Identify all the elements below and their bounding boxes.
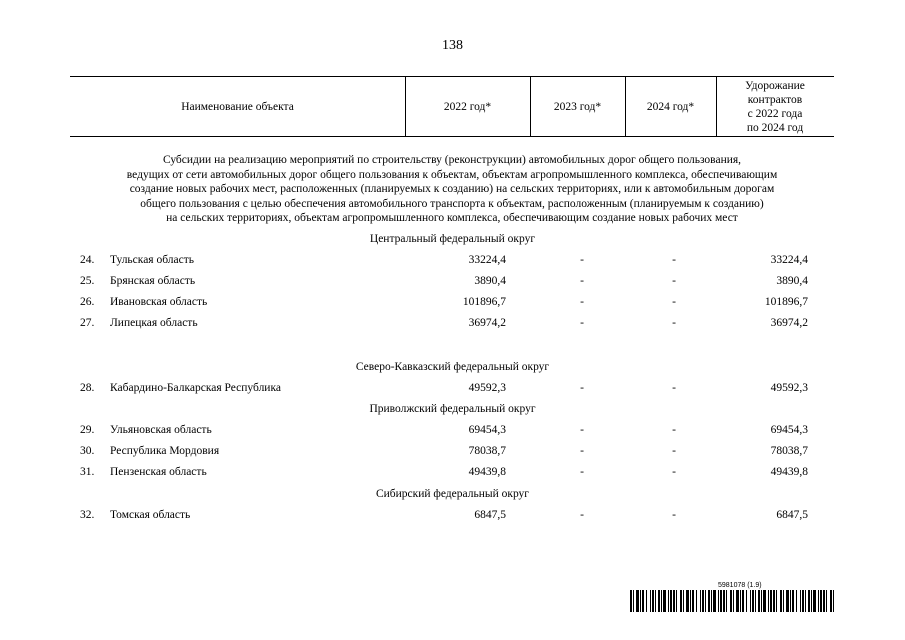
subsidy-line: создание новых рабочих мест, расположенных (планируемых к созданию) на сельских территориях, или к автомобильным дорогам: [129, 183, 775, 195]
row-number: 30.: [80, 445, 95, 457]
table-row: [0, 317, 905, 333]
barcode-bar: [692, 590, 694, 612]
row-name: Кабардино-Балкарская Республика: [110, 382, 281, 394]
barcode-bar: [780, 590, 782, 612]
row-2024: -: [672, 445, 676, 457]
row-name: Брянская область: [110, 275, 196, 287]
row-2023: -: [580, 254, 584, 266]
row-2023: -: [580, 317, 584, 329]
header-rise-line: по 2024 год: [746, 121, 804, 134]
row-number: 29.: [80, 424, 95, 436]
barcode-bar: [680, 590, 682, 612]
row-number: 32.: [80, 509, 95, 521]
barcode-bar: [763, 590, 766, 612]
header-bottom-rule: [70, 136, 834, 137]
row-name: Республика Мордовия: [110, 445, 220, 457]
row-2023: -: [580, 509, 584, 521]
row-number: 25.: [80, 275, 95, 287]
row-rise: 3890,4: [776, 275, 808, 287]
header-rise-line: Удорожание: [745, 79, 805, 92]
table-row: [0, 424, 905, 440]
barcode-bar: [670, 590, 672, 612]
row-2024: -: [672, 509, 676, 521]
row-rise: 69454,3: [770, 424, 808, 436]
barcode-caption: 5981078 (1.9): [718, 582, 762, 589]
barcode-bar: [661, 590, 662, 612]
barcode-bar: [655, 590, 656, 612]
barcode-icon: [630, 590, 835, 612]
row-rise: 78038,7: [770, 445, 808, 457]
row-rise: 101896,7: [764, 296, 808, 308]
barcode-bar: [711, 590, 712, 612]
row-2023: -: [580, 424, 584, 436]
page-number: 138: [442, 38, 463, 53]
row-name: Ульяновская область: [110, 424, 212, 436]
barcode-bar: [746, 590, 747, 612]
section-north-caucasus: Северо-Кавказский федеральный округ: [355, 361, 550, 373]
barcode-bar: [833, 590, 834, 612]
subsidy-description: [70, 153, 834, 226]
table-row: [0, 296, 905, 312]
barcode-bar: [636, 590, 639, 612]
barcode-bar: [702, 590, 704, 612]
barcode-bar: [640, 590, 641, 612]
barcode-bar: [796, 590, 797, 612]
barcode-bar: [773, 590, 775, 612]
table-row: [0, 509, 905, 525]
barcode-bar: [768, 590, 769, 612]
table-row: [0, 254, 905, 270]
row-2022: 36974,2: [468, 317, 506, 329]
barcode-bar: [800, 590, 801, 612]
barcode-bar: [830, 590, 832, 612]
header-2023: 2023 год*: [553, 100, 602, 113]
barcode-bar: [752, 590, 754, 612]
row-2024: -: [672, 424, 676, 436]
barcode-bar: [818, 590, 819, 612]
barcode-bar: [686, 590, 689, 612]
row-2023: -: [580, 275, 584, 287]
row-rise: 36974,2: [770, 317, 808, 329]
row-2023: -: [580, 466, 584, 478]
barcode-bar: [633, 590, 634, 612]
barcode-bar: [802, 590, 804, 612]
barcode-bar: [718, 590, 719, 612]
barcode-bar: [770, 590, 772, 612]
barcode-bar: [742, 590, 744, 612]
barcode-bar: [733, 590, 734, 612]
row-2022: 69454,3: [468, 424, 506, 436]
row-2024: -: [672, 317, 676, 329]
row-2022: 101896,7: [462, 296, 506, 308]
barcode-bar: [786, 590, 789, 612]
row-2022: 6847,5: [474, 509, 506, 521]
barcode-bar: [705, 590, 706, 612]
row-rise: 33224,4: [770, 254, 808, 266]
barcode-bar: [676, 590, 677, 612]
barcode-bar: [630, 590, 632, 612]
subsidy-line: общего пользования с целью обеспечения автомобильного транспорта к объектам, расположенным (планируемым к созданию): [140, 197, 764, 210]
header-rise-line: контрактов: [747, 93, 803, 106]
barcode-bar: [805, 590, 806, 612]
row-name: Томская область: [110, 509, 191, 521]
row-number: 24.: [80, 254, 95, 266]
barcode-bar: [808, 590, 810, 612]
row-2023: -: [580, 382, 584, 394]
header-name: Наименование объекта: [181, 100, 294, 113]
barcode-bar: [730, 590, 732, 612]
section-volga: Приволжский федеральный округ: [369, 403, 536, 415]
table-row: [0, 466, 905, 482]
barcode-bar: [646, 590, 647, 612]
barcode-bar: [820, 590, 822, 612]
header-2024: 2024 год*: [646, 100, 695, 113]
row-rise: 6847,5: [776, 509, 808, 521]
row-name: Тульская область: [110, 254, 194, 266]
barcode-bar: [750, 590, 751, 612]
row-name: Липецкая область: [110, 317, 198, 329]
section-central: Центральный федеральный округ: [369, 233, 536, 245]
subsidy-line: ведущих от сети автомобильных дорог общего пользования к объектам, объектам агропромышленного комплекса, обеспечивающим: [126, 168, 778, 181]
barcode-bar: [696, 590, 697, 612]
barcode-bar: [673, 590, 675, 612]
barcode-bar: [723, 590, 725, 612]
barcode-bar: [726, 590, 727, 612]
row-number: 31.: [80, 466, 95, 478]
barcode-bar: [813, 590, 816, 612]
header-rise: [716, 77, 834, 136]
table-row: [0, 382, 905, 398]
row-2022: 3890,4: [474, 275, 506, 287]
header-rise-line: с 2022 года: [747, 107, 803, 120]
barcode-bar: [783, 590, 784, 612]
row-number: 27.: [80, 317, 95, 329]
barcode-bar: [826, 590, 827, 612]
barcode-bar: [792, 590, 794, 612]
barcode-bar: [740, 590, 741, 612]
barcode-bar: [658, 590, 660, 612]
barcode-bar: [700, 590, 701, 612]
row-2022: 49439,8: [468, 466, 506, 478]
row-2024: -: [672, 275, 676, 287]
row-2023: -: [580, 445, 584, 457]
barcode-bar: [650, 590, 651, 612]
row-2022: 49592,3: [468, 382, 506, 394]
barcode-bar: [652, 590, 654, 612]
section-siberia: Сибирский федеральный округ: [375, 488, 530, 500]
barcode-bar: [758, 590, 760, 612]
row-2024: -: [672, 382, 676, 394]
barcode-bar: [811, 590, 812, 612]
barcode-bar: [823, 590, 825, 612]
subsidy-line: Субсидии на реализацию мероприятий по строительству (реконструкции) автомобильных дорог общего пользования,: [162, 154, 742, 166]
row-2023: -: [580, 296, 584, 308]
table-row: [0, 275, 905, 291]
row-rise: 49439,8: [770, 466, 808, 478]
barcode-bar: [642, 590, 644, 612]
barcode-bar: [720, 590, 722, 612]
header-2022: 2022 год*: [443, 100, 492, 113]
barcode-bar: [708, 590, 710, 612]
row-2024: -: [672, 296, 676, 308]
barcode-bar: [736, 590, 739, 612]
table-row: [0, 445, 905, 461]
row-rise: 49592,3: [770, 382, 808, 394]
barcode-bar: [683, 590, 684, 612]
row-number: 28.: [80, 382, 95, 394]
row-2022: 78038,7: [468, 445, 506, 457]
barcode-bar: [761, 590, 762, 612]
row-name: Ивановская область: [110, 296, 208, 308]
barcode-bar: [690, 590, 691, 612]
barcode-bar: [668, 590, 669, 612]
row-2024: -: [672, 254, 676, 266]
row-2022: 33224,4: [468, 254, 506, 266]
barcode-bar: [663, 590, 666, 612]
barcode-bar: [713, 590, 716, 612]
barcode-bar: [755, 590, 756, 612]
barcode-bar: [790, 590, 791, 612]
row-name: Пензенская область: [110, 466, 207, 478]
row-number: 26.: [80, 296, 95, 308]
barcode-bar: [776, 590, 777, 612]
barcode: [630, 582, 835, 612]
row-2024: -: [672, 466, 676, 478]
subsidy-line: на сельских территориях, объектам агропромышленного комплекса, обеспечивающим создание новых рабочих мест: [166, 212, 738, 224]
